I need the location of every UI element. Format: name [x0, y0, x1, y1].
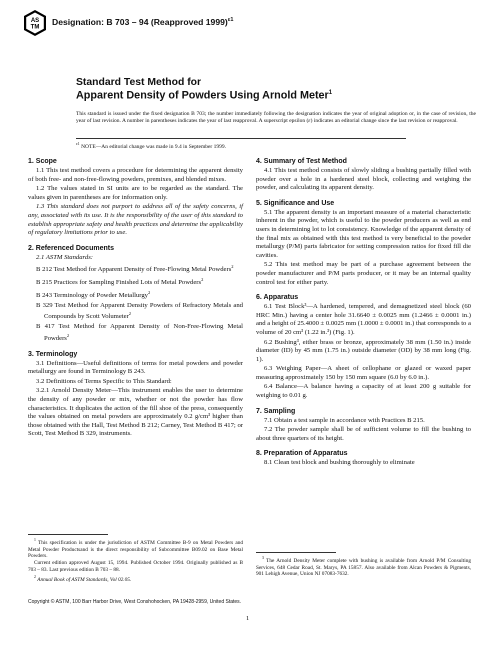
issued-note: This standard is issued under the fixed designation B 703; the number immediately following the designation indicates the year of original adoption or, in the case of revision, the year of last revision. A number in parentheses indicates the year of last reapproval. A superscript epsilon (ε) indicates an editorial change since the last revision or reapproval. — [76, 111, 476, 125]
paragraph: 1.1 This test method covers a procedure for determining the apparent density of both free- and non-free-flowing powders, premixes, and blended mixes. — [28, 167, 243, 183]
section-preparation — [256, 449, 471, 468]
paragraph: 6.2 Bushing³, either brass or bronze, approximately 38 mm (1.50 in.) inside diameter (ID) by 45 mm (1.75 in.) outside diameter (OD) by 38 mm long (Fig. 1). — [256, 338, 471, 363]
paragraph: 5.1 The apparent density is an important measure of a material characteristic inherent in the powder, which is useful to the powder producers as well as end users in determining lot to lot consistency. Knowledge of the apparent density of the final mix as obtained with this test method is very beneficial to the powder metallurgy (P/M) parts fabricator for setting compression ratios for fixed fill die cavities. — [256, 208, 471, 259]
section-heading: 3. Terminology — [28, 350, 78, 358]
right-column — [256, 157, 471, 474]
paragraph: 7.2 The powder sample shall be of sufficient volume to fill the bushing to about three quarters of its height. — [256, 426, 471, 442]
footnote-marker: 3 — [262, 556, 264, 560]
footnote — [28, 537, 243, 560]
editorial-text: NOTE—An editorial change was made in 9.4 in September 1999. — [79, 143, 227, 150]
editorial-sup: ε1 — [76, 141, 80, 146]
reference-item — [28, 289, 243, 301]
designation-text: Designation: B 703 – 94 (Reapproved 1999) — [52, 17, 228, 27]
reference-item — [28, 263, 243, 275]
section-apparatus — [256, 293, 471, 401]
reference-text: B 243 Terminology of Powder Metallurgy — [36, 292, 148, 300]
right-footnotes — [256, 555, 471, 578]
section-sampling — [256, 407, 471, 444]
footnote-ref: 2 — [231, 264, 234, 270]
left-footnotes — [28, 537, 243, 583]
footnote: Current edition approved August 15, 1994. Published October 1994. Originally published as B 703 – 83. Last previous edition B 703 – 88. — [28, 560, 243, 573]
section-significance — [256, 199, 471, 287]
section-heading: 2. Referenced Documents — [28, 244, 114, 252]
section-terminology — [28, 350, 243, 439]
footnote-rule — [28, 534, 108, 535]
page-number: 1 — [246, 615, 250, 622]
designation-sup: ε1 — [227, 17, 234, 24]
reference-text: B 215 Practices for Sampling Finished Lots of Metal Powders — [36, 279, 202, 287]
paragraph: 1.2 The values stated in SI units are to be regarded as the standard. The values given in parentheses are for information only. — [28, 185, 243, 201]
section-heading: 4. Summary of Test Method — [256, 158, 347, 165]
paragraph: 6.4 Balance—A balance having a capacity of at least 200 g suitable for weighing to 0.01 g. — [256, 383, 471, 400]
reference-text: B 417 Test Method for Apparent Density of Non-Free-Flowing Metal Powders — [36, 323, 243, 342]
paragraph: 6.3 Weighing Paper—A sheet of cellophane or glazed or waxed paper measuring approximately 150 by 150 mm square (6.0 by 6.0 in.). — [256, 365, 471, 381]
paragraph: 3.2.1 Arnold Density Meter—This instrument enables the user to determine the density of any powder or mix, whether or not the powder has flow characteristics. It duplicates the action of the fill shoe of the press, consequently the values obtained on metal powders are approximately 0.2 g/cm³ higher than those obtained with the Hall, Test Method B 212; Carney, Test Method B 417; or Scott, Test Method B 329, instruments. — [28, 387, 243, 438]
footnote-text: This specification is under the jurisdiction of ASTM Committee B-9 on Metal Powders and Metal Powder Productsand is the direct responsibility of Subcommittee B09.02 on Base Metal Powders. — [28, 539, 243, 560]
paragraph: 7.1 Obtain a test sample in accordance with Practices B 215. — [264, 416, 425, 424]
title-sup: 1 — [328, 90, 333, 96]
section-heading: 1. Scope — [28, 158, 57, 165]
paragraph: 5.2 This test method may be part of a purchase agreement between the powder manufacturer and P/M parts producer, or it may be an internal quality control test for either party. — [256, 261, 471, 286]
footnote-rule — [256, 552, 336, 553]
reference-item — [28, 276, 243, 288]
designation — [52, 17, 233, 27]
footnote — [28, 574, 243, 584]
title-line-2 — [76, 88, 476, 102]
document-title — [76, 77, 476, 102]
paragraph: 4.1 This test method consists of slowly sliding a bushing partially filled with powder over a hole in a hardened steel block, collecting and weighing the powder, and calculating its apparent density. — [256, 167, 471, 192]
footnote-ref: 2 — [128, 311, 132, 317]
footnote-ref: 2 — [148, 289, 151, 295]
paragraph: 8.1 Clean test block and bushing thoroughly to eliminate — [264, 459, 415, 467]
section-heading: 6. Apparatus — [256, 294, 299, 302]
footnote-marker: 1 — [34, 538, 36, 542]
paragraph: 3.1 Definitions—Useful definitions of terms for metal powders and powder metallurgy are found in Terminology B 243. — [28, 359, 243, 376]
reference-text: B 212 Test Method for Apparent Density of Free-Flowing Metal Powders — [36, 266, 232, 274]
section-heading: 8. Preparation of Apparatus — [256, 450, 348, 458]
paragraph: 1.3 This standard does not purport to address all of the safety concerns, if any, associated with its use. It is the responsibility of the user of this standard to establish appropriate safety and health practices and determine the applicability of regulatory limitations prior to use. — [28, 203, 243, 237]
paragraph: 3.2 Definitions of Terms Specific to This Standard: — [36, 377, 172, 385]
section-heading: 7. Sampling — [256, 407, 296, 415]
footnote — [256, 555, 471, 578]
editorial-note — [76, 138, 406, 148]
footnote-text: Annual Book of ASTM Standards, Vol 02.05. — [37, 576, 132, 583]
footnote-ref: 2 — [201, 277, 204, 283]
footnote-ref: 2 — [66, 332, 70, 338]
astm-logo-icon — [24, 10, 46, 36]
section-referenced-documents — [28, 244, 243, 344]
svg-text:AS: AS — [30, 18, 40, 24]
paragraph: 2.1 ASTM Standards: — [36, 253, 94, 261]
section-heading: 5. Significance and Use — [256, 199, 335, 207]
footnote-marker: 2 — [34, 574, 36, 579]
svg-text:TM: TM — [30, 24, 40, 31]
section-summary — [256, 157, 471, 193]
title-line-1: Standard Test Method for — [76, 77, 202, 88]
reference-item — [28, 323, 243, 343]
title-main: Apparent Density of Powders Using Arnold Meter — [76, 89, 329, 102]
reference-text: B 329 Test Method for Apparent Density Powders of Refractory Metals and Compounds by Scott Volumeter — [36, 301, 243, 321]
footnote-text: The Arnold Density Meter complete with bushing is available from Arnold P/M Consulting Services, 648 Cedar Road, St. Marys, PA 15857. Also available from Alcan Powders & Pigments, 901 Lehigh Avenue, Union NJ 07083-7632. — [256, 557, 471, 578]
copyright-notice: Copyright © ASTM, 100 Barr Harbor Drive, West Conshohocken, PA 19428-2959, United States. — [28, 599, 242, 605]
left-column — [28, 157, 243, 445]
section-scope — [28, 157, 243, 238]
paragraph: 6.1 Test Block³—A hardened, tempered, and demagnetized steel block (60 HRC Min.) having a center hole 31.6640 ± 0.0025 mm (1.2466 ± 0.0001 in.) and a height of 25.4000 ± 0.0025 mm (1.0000 ± 0.0001 in.) that corresponds to a volume of 20 cm³ (1.22 in.³) (Fig. 1). — [256, 303, 471, 336]
reference-item — [28, 302, 243, 322]
